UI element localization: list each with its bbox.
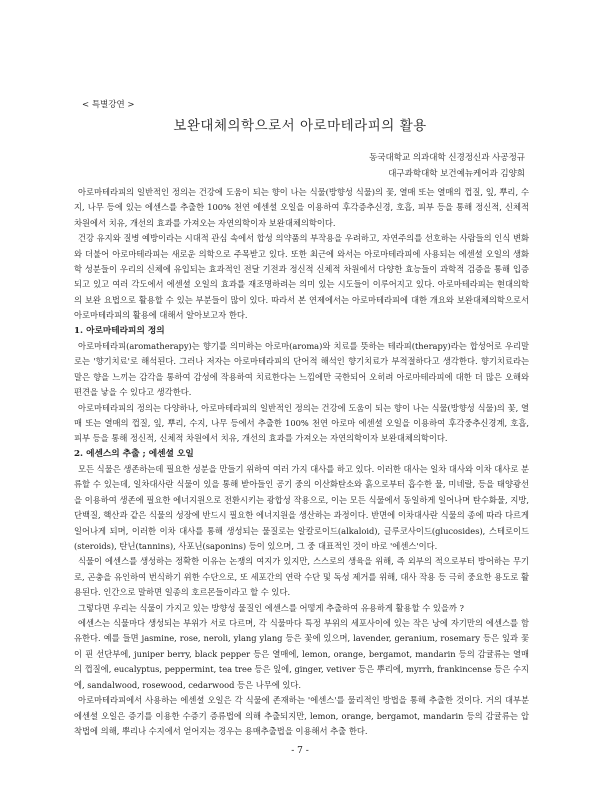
intro-body: [74, 185, 529, 324]
page-number: - 7 -: [291, 746, 309, 756]
section2-body: [74, 462, 529, 739]
paragraph: 아로마테라피(aromatherapy)는 향기를 의미하는 아로마(aroma)와 치료를 뜻하는 테라피(therapy)라는 합성어로 우리말로는 '향기치료'로 해석된다. 그러나 저자는 아로마테라피의 단어적 해석인 향기치료가 부적절하다고 생각한다. 향기치료라는 말은 향을 느끼는 감각을 통하여 감성에 작용하여 치료한다는 느낌에만 국한되어 오히려 아로마테라피에 대한 더 많은 오해와 편견을 낳을 수 있다고 생각한다.: [74, 341, 529, 398]
paragraph: 식물이 에센스를 생성하는 정확한 이유는 논쟁의 여지가 있지만, 스스로의 생육을 위해, 즉 외부의 적으로부터 방어하는 무기로, 곤충을 유인하여 번식하기 위한 수단으로, 또 세포간의 연락 수단 및 독성 제거를 위해, 대사 작용 등 극히 중요한 용도로 활용된다. 인간으로 말하면 일종의 호르몬들이라고 할 수 있다.: [74, 556, 529, 598]
section1-body: [74, 339, 529, 447]
paragraph: 모든 식물은 생존하는데 필요한 성분을 만들기 위하여 여러 가지 대사를 하고 있다. 이러한 대사는 일차 대사와 이차 대사로 분류할 수 있는데, 일차대사란 식물이 있을 통해 받아들인 공기 중의 이산화탄소와 흙으로부터 흡수한 물, 미네랄, 등을 태양광선을 이용하여 생존에 필요한 에너지원으로 전환시키는 광합성 작용으로, 이는 모든 식물에서 동일하게 일어나며 탄수화물, 지방, 단백질, 핵산과 같은 식물의 성장에 반드시 필요한 에너지원을 생산하는 과정이다. 반면에 이차대사란 식물의 종에 따라 다르게 일어나게 되며, 이러한 이차 대사를 통해 생성되는 물질로는 알칼로이드(alkaloid), 글루코사이드(glucosides), 스테로이드(steroids), 탄닌(tannins), 사포닌(saponins) 등이 있으며, 그 중 대표적인 것이 바로 '에센스'이다.: [74, 464, 529, 552]
paragraph: 에센스는 식물마다 생성되는 부위가 서로 다르며, 각 식물마다 특정 부위의 세포사이에 있는 작은 낭에 자기만의 에센스를 함유한다. 예를 들면 jasmine, rose, neroli, ylang ylang 등은 꽃에 있으며, lavender, geranium, rosemary 등은 잎과 꽃이 핀 선단부에, juniper berry, black pepper 등은 열매에, lemon, orange, bergamot, mandarin 등의 감귤류는 열매의 껍질에, eucalyptus, peppermint, tea tree 등은 잎에, ginger, vetiver 등은 뿌리에, myrrh, frankincense 등은 수지에, sandalwood, rosewood, cedarwood 등은 나무에 있다.: [74, 618, 529, 690]
section-heading-1: 1. 아로마테라피의 정의: [74, 326, 165, 336]
section-heading-2: 2. 에센스의 추출 ; 에센셜 오일: [74, 449, 194, 459]
paragraph: 그렇다면 우리는 식물이 가지고 있는 방향성 물질인 에센스를 어떻게 추출하여 유용하게 활용할 수 있을까 ?: [78, 602, 465, 613]
author-affiliation-2: 대구과학대학 보건예뉴케어과 김양희: [388, 169, 525, 179]
section-tag: < 특별강연 >: [82, 100, 135, 110]
paragraph: 아로마테라피에서 사용하는 에센셜 오일은 각 식물에 존재하는 '에센스'를 물리적인 방법을 통해 추출한 것이다. 거의 대부분 에센셜 오일은 증기를 이용한 수증기 증류법에 의해 추출되지만, lemon, orange, bergamot, mandarin 등의 감귤류는 압착법에 의해, 뿌리나 수지에서 얻어지는 경우는 용매추출법을 이용해서 추출 한다.: [74, 695, 529, 736]
author-affiliation-1: 동국대학교 의과대학 신경정신과 사공정규: [369, 153, 525, 163]
paragraph: 아로마테라피의 정의는 다양하나, 아로마테라피의 일반적인 정의는 건강에 도움이 되는 향이 나는 식물(방향성 식물)의 꽃, 열매 또는 열매의 껍질, 잎, 뿌리, 수지, 나무 등에서 추출한 100% 천연 아로마 에센셜 오일을 이용하여 후각중추신경계, 호흡, 피부 등을 통해 정신적, 신체적 차원에서 치유, 개선의 효과를 가져오는 자연의학이자 보완대체의학이다.: [74, 402, 529, 444]
paragraph: 아로마테라피의 일반적인 정의는 건강에 도움이 되는 향이 나는 식물(방향성 식물)의 꽃, 열매 또는 열매의 껍질, 잎, 뿌리, 수지, 나무 등에 있는 에센스를 추출한 100% 천연 에센셜 오일을 이용하여 후각증추신경, 호흡, 피부 등을 통해 정신적, 신체적 차원에서 치유, 개선의 효과를 가져오는 자연의학이자 보완대체의학이다.: [74, 187, 529, 228]
paragraph: 건강 유지와 질병 예방이라는 시대적 관심 속에서 합성 의약품의 부작용을 우려하고, 자연주의를 선호하는 사람들의 인식 변화와 더불어 아로마테라피는 새로운 의학으로 주목받고 있다. 또한 최근에 와서는 아로마테라피에 사용되는 에센셜 오일의 생화학 성분들이 우리의 신체에 유입되는 효과적인 전달 기전과 정신적 신체적 차원에서 다양한 효능들이 과학적 검증을 통해 입증되고 있고 여러 각도에서 에센셜 오일의 효과를 재조명하려는 의미 있는 시도들이 이루어지고 있다. 아로마테라피는 현대의학의 보완 요법으로 활용할 수 있는 부분들이 많이 있다. 따라서 본 연제에서는 아로마테라피에 대한 개요와 보완대체의학으로서 아로마테라피의 활용에 대해서 알아보고자 한다.: [74, 233, 529, 321]
page-title: 보완대체의학으로서 아로마테라피의 활용: [173, 118, 427, 134]
